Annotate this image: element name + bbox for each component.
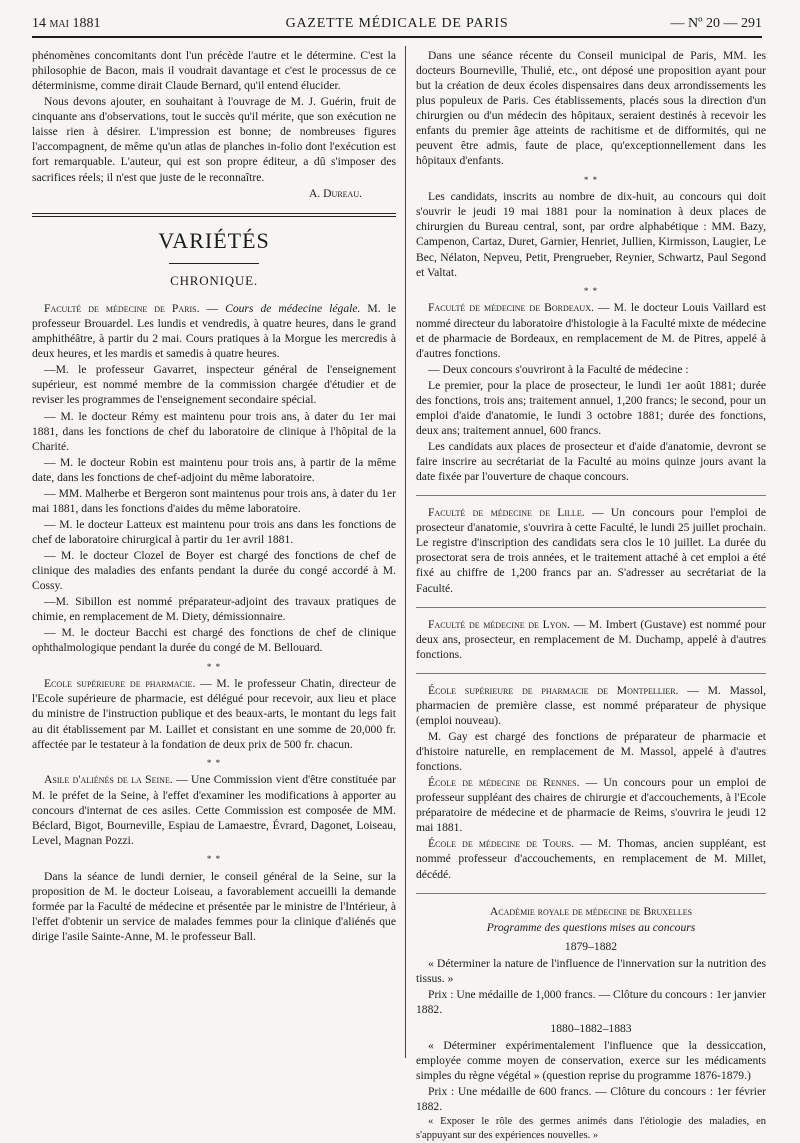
academie-title: Académie royale de médecine de Bruxelles (489, 904, 693, 918)
news-item: — MM. Malherbe et Bergeron sont maintenus pour trois ans, à dater du 1er mai 1881, dans les fonctions d'aides du même laboratoire. (32, 486, 396, 515)
candidats-paragraph: Les candidats, inscrits au nombre de dix-huit, au concours qui doit s'ouvrir le jeudi 19 mai 1881 pour la nomination à deux places de chirurgien du Bureau central, sont, par ordre alphabétique : MM. Bazy, Campenon, Cartaz, Duret, Garnier, Henriet, Jullien, Kirmisson, Laugier, Le Bec, Nélaton, Nepveu, Petit, Prengrueber, Reynier, Schwartz, Paul Segond et Valtat. (416, 190, 766, 279)
news-item: — M. le docteur Rémy est maintenu pour trois ans, à dater du 1er mai 1881, dans les fonctions de chef du laboratoire de clinique à l'hôpital de la Charité. (32, 409, 396, 453)
column-divider (405, 46, 406, 1058)
lyon-paragraph (416, 617, 766, 662)
bordeaux-label: Faculté de médecine de Bordeaux. (428, 301, 594, 315)
asterism: * * (206, 853, 222, 864)
asile-label: Asile d'aliénés de la Seine. (44, 773, 173, 787)
lille-label: Faculté de médecine de Lille. (428, 506, 585, 520)
header-date: 14 mai 1881 (32, 16, 101, 31)
rennes-paragraph (416, 775, 766, 835)
bordeaux-paragraph-3: Les candidats aux places de prosecteur et d'aide d'anatomie, devront se faire inscrire au secrétariat de la Faculté au moins quinze jours avant la date fixée par l'ouverture de chaque concours. (416, 440, 766, 484)
separator-rule (416, 673, 766, 674)
fac-paris-label: Faculté de médecine de Paris. (44, 302, 200, 316)
separator-rule (416, 893, 766, 894)
prize-2: Prix : Une médaille de 600 francs. — Clôture du concours : 1er février 1882. (416, 1085, 766, 1114)
intro-paragraph-1: phénomènes concomitants dont l'un précède l'autre et le détermine. C'est la philosophie de Bacon, mais il voudrait davantage et c'est le processus de ce déterminisme, comme dirait Claude Bernard, qu'il entend élucider. (32, 49, 396, 93)
section-subtitle: CHRONIQUE. (170, 273, 258, 289)
rennes-label: École de médecine de Rennes. (428, 776, 580, 790)
conseil-paragraph: Dans la séance de lundi dernier, le conseil général de la Seine, sur la proposition de M. le docteur Loiseau, a favorablement accueilli la demande formée par la Faculté de médecine et présentée par le ministre de l'Intérieur, à l'effet d'obtenir un service de malades femmes pour la clinique d'aliénés que dirige l'asile Sainte-Anne, M. le professeur Ball. (32, 869, 396, 943)
author-signature: A. Dureau. (309, 186, 362, 200)
montpellier-paragraph (416, 683, 766, 728)
page-number: 291 (741, 16, 762, 31)
asterism: * * (583, 174, 599, 185)
news-item: — M. le docteur Clozel de Boyer est chargé des fonctions de chef de clinique des maladies des enfants pendant la durée du congé accordé à M. Cossy. (32, 549, 396, 593)
lyon-text: — M. Imbert (Gustave) est nommé pour deux ans, prosecteur, en remplacement de M. Duchamp, appelé à d'autres fonctions. (416, 617, 767, 661)
news-item: — M. le docteur Bacchi est chargé des fonctions de chef de clinique ophthalmologique pendant la durée du congé de M. Bellouard. (32, 626, 396, 655)
news-item: — M. le docteur Robin est maintenu pour trois ans, à partir de la même date, dans les fonctions de chef-adjoint du même laboratoire. (32, 455, 396, 484)
asterism: * * (206, 661, 222, 672)
montpellier-text: — M. Massol, pharmacien de première classe, est nommé préparateur de physique (emploi nouveau). (416, 683, 767, 727)
ecole-paragraph (32, 676, 396, 751)
lille-paragraph (416, 505, 766, 595)
municipal-paragraph: Dans une séance récente du Conseil municipal de Paris, MM. les docteurs Bourneville, Thulié, etc., ont déposé une proposition ayant pour but la création de deux écoles dispensaires dans deux arrondissements les plus populeux de Paris. Ces établissements, placés sous la direction d'un chirurgien ou d'un médecin des hôpitaux, seraient destinés à recevoir les enfants du premier âge atteints de rachitisme et de difformités, qui ne peuvent être admis, faute de place, qu'exceptionnellement dans les hôpitaux d'enfants. (416, 49, 766, 168)
left-column (32, 48, 396, 1058)
lyon-label: Faculté de médecine de Lyon. (428, 617, 570, 631)
asterism: * * (206, 757, 222, 768)
fac-paris-course: Cours de médecine légale. (225, 302, 361, 316)
title-rule (169, 263, 259, 264)
separator-rule (416, 495, 766, 496)
rennes-text: — Un concours pour un emploi de professeur suppléant des chaires de chirurgie et d'accouchements, à l'Ecole préparatoire de médecine et de pharmacie de Reims, s'ouvrira le jeudi 12 mai 1881. (416, 776, 766, 835)
montpellier-label: École supérieure de pharmacie de Montpellier. (428, 683, 679, 697)
tours-paragraph (416, 836, 766, 881)
section-rule (32, 213, 396, 217)
prize-1: Prix : Une médaille de 1,000 francs. — Clôture du concours : 1er janvier 1882. (416, 987, 766, 1016)
bordeaux-paragraph (416, 300, 766, 360)
question-3: « Exposer le rôle des germes animés dans l'étiologie des maladies, en s'appuyant sur des expériences nouvelles. » (416, 1116, 766, 1142)
page-header (32, 14, 762, 38)
question-1: « Déterminer la nature de l'influence de l'innervation sur la nutrition des tissus. » (416, 956, 766, 985)
header-issue-page (671, 16, 762, 32)
news-item: —M. le professeur Gavarret, inspecteur général de l'enseignement supérieur, est nommé membre de la commission chargée d'étudier et de reviser les programmes de l'enseignement secondaire spécial. (32, 363, 396, 407)
ecole-text: — M. le professeur Chatin, directeur de l'Ecole supérieure de pharmacie, est délégué pour recevoir, aux lieu et place du ministre de l'instruction publique et des beaux-arts, le montant du legs fait au dit établissement par M. Laillet et consistant en une somme de 20,000 fr. affectée par le testateur à la fondation de deux prix de 500 fr. chacun. (32, 677, 396, 751)
asterism: * * (583, 285, 599, 296)
issue-number: — Nº 20 — (670, 16, 738, 31)
news-item: — M. le docteur Latteux est maintenu pour trois ans dans les fonctions de chef de laboratoire chirurgical à partir du 1er avril 1881. (32, 517, 396, 547)
tours-label: École de médecine de Tours. (428, 837, 575, 851)
news-item: —M. Sibillon est nommé préparateur-adjoint des travaux pratiques de chimie, en remplacement de M. Diety, démissionnaire. (32, 595, 396, 624)
journal-title: GAZETTE MÉDICALE DE PARIS (285, 16, 509, 31)
right-column (416, 48, 767, 1142)
montpellier-gay: M. Gay est chargé des fonctions de préparateur de pharmacie et d'histoire naturelle, en remplacement de M. Massol, appelé à d'autres fonctions. (416, 729, 766, 774)
academie-program: Programme des questions mises au concours (486, 920, 696, 934)
asile-text: — Une Commission vient d'être constituée par M. le préfet de la Seine, à l'effet d'examiner les modifications à apporter au concours d'internat de ces asiles. Cette Commission est composée de MM. Béclard, Bigot, Bourneville, Espiau de Lamaestre, Évrard, Dagonet, Loiseau, Level, Magnan Pozzi. (32, 773, 396, 847)
program-year: 1879–1882 (564, 939, 618, 953)
bordeaux-paragraph-2: Le premier, pour la place de prosecteur, le lundi 1er août 1881; durée des fonctions, trois ans; traitement annuel, 1,200 francs; le second, pour un emploi d'aide d'anatomie, le lundi 3 octobre 1881; durée des fonctions, deux ans; traitement annuel, 600 francs. (416, 378, 766, 437)
intro-paragraph-2: Nous devons ajouter, en souhaitant à l'ouvrage de M. J. Guérin, fruit de cinquante ans d'observations, tout le succès qu'il mérite, que son exécution ne laisse rien à désirer. L'impression est bonne; de nombreuses figures l'accompagnent, de même qu'un atlas de planches in-folio dont l'exécution est fort remarquable. L'auteur, qui est son propre éditeur, a dû s'imposer des sacrifices réels; il n'est que juste de le reconnaître. (32, 95, 396, 184)
program-year: 1880–1882–1883 (550, 1022, 632, 1036)
asile-paragraph (32, 772, 396, 847)
ecole-label: Ecole supérieure de pharmacie. (44, 677, 196, 691)
fac-paris-text: M. le professeur Brouardel. Les lundis et vendredis, à quatre heures, dans le grand amphithéâtre, à partir du 2 mai. Cours pratiques à la Morgue les mercredis à deux heures, et les mardis et samedis à quatre heures. (32, 302, 396, 361)
separator-rule (416, 607, 766, 608)
tours-text: — M. Thomas, ancien suppléant, est nommé professeur d'accouchements, en remplacement de M. Millet, décédé. (416, 837, 766, 881)
fac-paris-paragraph (32, 301, 396, 361)
bordeaux-text: — M. le docteur Louis Vaillard est nommé directeur du laboratoire d'histologie à la Faculté mixte de médecine et de pharmacie de Bordeaux, en remplacement de M. de Pitres, appelé à d'autres fonctions. (416, 301, 766, 360)
question-2: « Déterminer expérimentalement l'influence que la dessiccation, employée comme moyen de conservation, exerce sur les médicaments simples du règne végétal » (question reprise du programme 1876-1879.) (416, 1039, 766, 1083)
bordeaux-concours: — Deux concours s'ouvriront à la Faculté de médecine : (428, 362, 689, 376)
dash: — (206, 302, 219, 316)
lille-text: — Un concours pour l'emploi de prosecteur d'anatomie, s'ouvrira à cette Faculté, le lundi 25 juillet prochain. Le registre d'inscription des candidats sera clos le 10 juillet. La durée du prosectorat sera de trois années, et le traitement attaché à cet emploi a été fixé au chiffre de 1,200 francs par an. S'adresser au secrétariat de la Faculté. (416, 506, 766, 595)
section-title: VARIÉTÉS (158, 227, 270, 253)
